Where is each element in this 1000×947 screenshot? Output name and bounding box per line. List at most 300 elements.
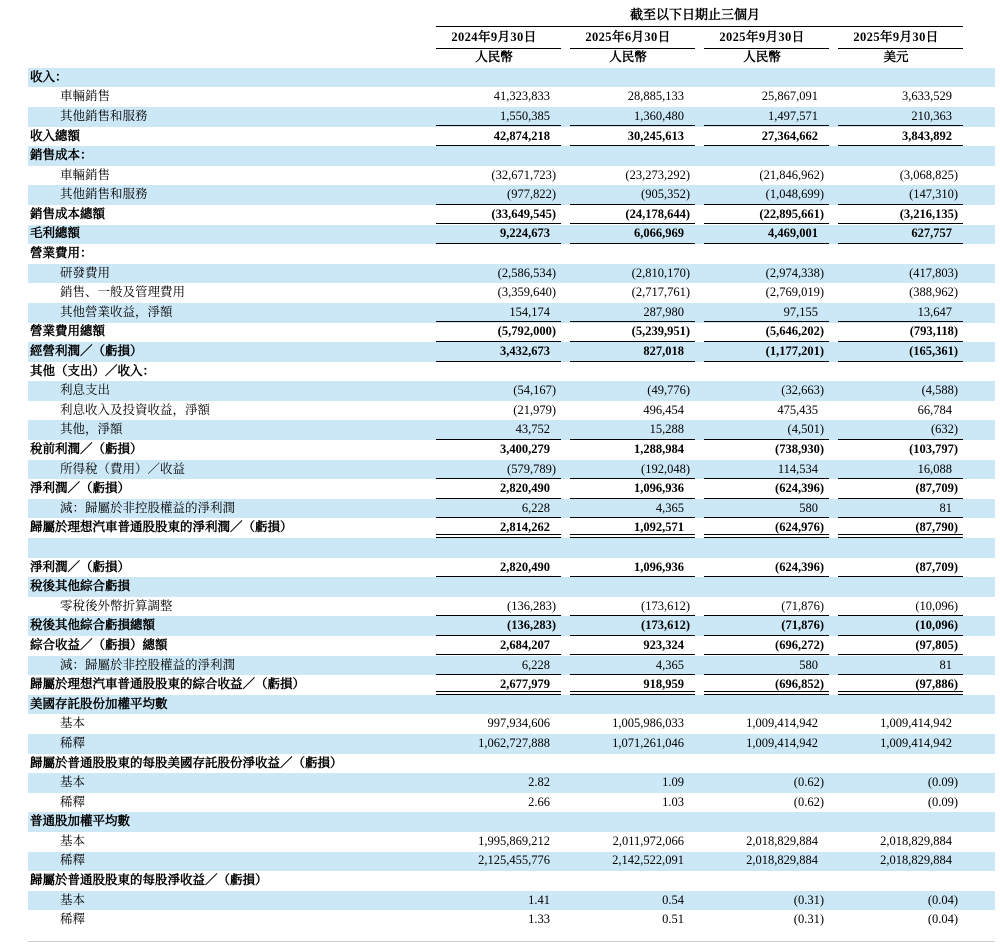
statement-body [28, 68, 995, 930]
column-header-date: 2025年9月30日 [829, 27, 963, 49]
cell-value [829, 244, 963, 264]
cell-value: 1,009,414,942 [880, 716, 953, 731]
cell-value: 13,647 [829, 303, 963, 323]
row-label: 稀釋 [60, 912, 86, 927]
row-right-spacer [963, 675, 995, 695]
row-label: 綜合收益／（虧損）總額 [30, 637, 168, 652]
row-right-spacer [963, 558, 995, 578]
row-label: 稅前利潤／（虧損） [30, 442, 143, 456]
cell-value: (147,310) [829, 185, 963, 205]
cell-value: 923,324 [561, 636, 695, 656]
row-right-spacer [963, 597, 995, 617]
cell-value: 42,874,218 [427, 127, 561, 147]
cell-value: 1.09 [662, 775, 684, 790]
cell-value: (0.31) [793, 912, 824, 927]
header-spacer [28, 5, 427, 27]
cell-value: 2,684,207 [427, 636, 561, 656]
cell-value: 2,018,829,884 [746, 833, 818, 848]
table-row [28, 734, 995, 754]
cell-value [829, 871, 963, 891]
cell-value: (624,976) [695, 518, 829, 538]
cell-value [561, 538, 695, 558]
row-right-spacer [963, 793, 995, 813]
row-right-spacer [963, 714, 995, 734]
row-label: 其他銷售和服務 [60, 187, 148, 202]
cell-value: (2,974,338) [765, 265, 824, 280]
row-right-spacer [963, 695, 995, 715]
row-right-spacer [963, 362, 995, 382]
cell-value: 918,959 [561, 675, 695, 695]
row-right-spacer [963, 107, 995, 127]
cell-value: 475,435 [777, 402, 818, 417]
row-label: 歸屬於普通股股東的每股美國存託股份淨收益／（虧損） [30, 755, 343, 770]
cell-value: 2.66 [528, 794, 550, 809]
cell-value: 30,245,613 [561, 127, 695, 147]
cell-value [427, 871, 561, 891]
cell-value [829, 577, 963, 597]
column-header-currency: 美元 [883, 50, 909, 65]
currency-header-row [28, 49, 995, 68]
row-label: 美國存託股份加權平均數 [30, 696, 168, 711]
row-right-spacer [963, 636, 995, 656]
cell-value: 580 [695, 656, 829, 676]
cell-value: (10,096) [829, 616, 963, 636]
cell-value: (0.09) [927, 794, 959, 809]
cell-value: (192,048) [561, 460, 695, 480]
cell-value: 41,323,833 [493, 89, 550, 104]
header-spacer [963, 27, 995, 49]
cell-value: (21,979) [513, 402, 556, 417]
cell-value: 154,174 [427, 303, 561, 323]
cell-value: (4,501) [695, 420, 829, 440]
cell-value: 81 [829, 656, 963, 676]
cell-value: 1.03 [662, 794, 684, 809]
row-label: 營業費用總額 [30, 324, 106, 339]
cell-value [829, 695, 963, 715]
cell-value [695, 244, 829, 264]
cell-value: 66,784 [917, 402, 953, 417]
row-right-spacer [963, 734, 995, 754]
table-row [28, 832, 995, 852]
cell-value [829, 812, 963, 832]
cell-value: (165,361) [829, 342, 963, 362]
cell-value [561, 754, 695, 774]
bottom-divider [28, 941, 995, 942]
table-row [28, 283, 995, 303]
cell-value: (22,895,661) [695, 205, 829, 225]
cell-value: (87,709) [829, 558, 963, 578]
row-label: 其他（支出）／收入： [30, 363, 156, 378]
cell-value: (738,930) [775, 442, 824, 456]
cell-value: 210,363 [829, 107, 963, 127]
row-right-spacer [963, 871, 995, 891]
cell-value: 1,009,414,942 [880, 735, 953, 750]
cell-value: (23,273,292) [625, 167, 690, 182]
cell-value: 496,454 [643, 402, 684, 417]
row-right-spacer [963, 283, 995, 303]
cell-value: (696,272) [695, 636, 829, 656]
row-right-spacer [963, 616, 995, 636]
cell-value: 28,885,133 [627, 89, 684, 104]
row-right-spacer [963, 891, 995, 911]
table-row [28, 812, 995, 832]
period-group-row [28, 5, 995, 27]
cell-value: (5,646,202) [695, 323, 829, 343]
cell-value [561, 812, 695, 832]
cell-value: (624,396) [695, 479, 829, 499]
cell-value [829, 538, 963, 558]
row-label: 研發費用 [60, 265, 111, 280]
cell-value: (632) [829, 420, 963, 440]
row-right-spacer [963, 754, 995, 774]
row-right-spacer [963, 303, 995, 323]
column-header-date: 2024年9月30日 [427, 27, 561, 49]
row-label: 收入總額 [30, 128, 81, 143]
cell-value: (696,852) [695, 675, 829, 695]
cell-value: 1,550,385 [427, 107, 561, 127]
cell-value: 27,364,662 [695, 127, 829, 147]
row-label: 所得稅（費用）／收益 [60, 461, 186, 476]
row-right-spacer [963, 420, 995, 440]
row-right-spacer [963, 832, 995, 852]
cell-value: (49,776) [647, 383, 690, 398]
cell-value: 6,228 [427, 656, 561, 676]
cell-value: 1,995,869,212 [478, 833, 550, 848]
cell-value [561, 695, 695, 715]
row-label: 稀釋 [60, 794, 86, 809]
row-right-spacer [963, 440, 995, 460]
row-label: 歸屬於理想汽車普通股股東的綜合收益／（虧損） [30, 677, 306, 692]
cell-value: 2.82 [528, 775, 550, 790]
cell-value: 25,867,091 [761, 89, 818, 104]
table-row [28, 342, 995, 362]
row-label: 銷售成本： [30, 148, 93, 163]
cell-value [561, 362, 695, 382]
table-row [28, 460, 995, 480]
cell-value [427, 244, 561, 264]
cell-value: 3,843,892 [829, 127, 963, 147]
row-label: 歸屬於普通股股東的每股淨收益／（虧損） [30, 873, 268, 888]
cell-value: (0.31) [793, 892, 824, 907]
table-row [28, 714, 995, 734]
row-right-spacer [963, 381, 995, 401]
table-row [28, 166, 995, 186]
table-row [28, 264, 995, 284]
row-label: 銷售、一般及管理費用 [60, 285, 186, 300]
cell-value: 3,633,529 [902, 89, 953, 104]
column-header-date: 2025年6月30日 [561, 27, 695, 49]
cell-value: 627,757 [829, 225, 963, 245]
row-right-spacer [963, 264, 995, 284]
period-group-title: 截至以下日期止三個月 [427, 5, 963, 27]
row-label: 減：歸屬於非控股權益的淨利潤 [60, 657, 236, 672]
row-right-spacer [963, 127, 995, 147]
row-label: 稅後其他綜合虧損 [30, 579, 131, 594]
cell-value: (0.09) [927, 775, 959, 790]
spacer-row [28, 538, 995, 558]
header-spacer [28, 49, 427, 68]
header-spacer [28, 27, 427, 49]
row-label: 普通股加權平均數 [30, 814, 131, 829]
cell-value: (388,962) [909, 285, 959, 300]
cell-value: 2,125,455,776 [478, 853, 550, 868]
cell-value [427, 68, 561, 88]
cell-value: (2,717,761) [631, 285, 690, 300]
row-label: 基本 [60, 716, 86, 731]
row-right-spacer [963, 577, 995, 597]
table-row [28, 656, 995, 676]
cell-value: (2,769,019) [765, 285, 824, 300]
header-spacer [963, 49, 995, 68]
cell-value: 1,096,936 [561, 479, 695, 499]
cell-value [829, 146, 963, 166]
cell-value: 1,005,986,033 [612, 716, 684, 731]
cell-value: (54,167) [513, 383, 556, 398]
cell-value: (579,789) [427, 460, 561, 480]
table-row [28, 205, 995, 225]
row-label [28, 538, 427, 558]
cell-value: (1,048,699) [695, 185, 829, 205]
row-label: 其他營業收益，淨額 [60, 304, 173, 319]
table-row [28, 577, 995, 597]
cell-value: (0.62) [793, 794, 824, 809]
table-row [28, 87, 995, 107]
row-label: 減：歸屬於非控股權益的淨利潤 [60, 500, 236, 515]
cell-value: 0.51 [662, 912, 684, 927]
cell-value [695, 695, 829, 715]
cell-value: (0.62) [793, 775, 824, 790]
table-row [28, 616, 995, 636]
cell-value [427, 538, 561, 558]
table-row [28, 499, 995, 519]
table-row [28, 107, 995, 127]
cell-value [829, 68, 963, 88]
cell-value [829, 362, 963, 382]
cell-value: 2,011,972,066 [612, 833, 684, 848]
row-label: 稅後其他綜合虧損總額 [30, 618, 156, 633]
table-row [28, 518, 995, 538]
row-label: 營業費用： [30, 246, 93, 261]
table-row [28, 910, 995, 930]
cell-value: (136,283) [427, 597, 561, 617]
cell-value: (97,805) [829, 636, 963, 656]
cell-value: 15,288 [561, 420, 695, 440]
cell-value: 1,009,414,942 [746, 735, 818, 750]
table-row [28, 695, 995, 715]
cell-value: (905,352) [561, 185, 695, 205]
row-right-spacer [963, 342, 995, 362]
cell-value: 2,820,490 [427, 479, 561, 499]
table-row [28, 127, 995, 147]
row-right-spacer [963, 225, 995, 245]
cell-value: 2,820,490 [427, 558, 561, 578]
cell-value [695, 871, 829, 891]
cell-value: 1,288,984 [634, 442, 684, 456]
cell-value: (103,797) [909, 442, 959, 456]
row-right-spacer [963, 244, 995, 264]
row-label: 稀釋 [60, 853, 86, 868]
cell-value: 287,980 [561, 303, 695, 323]
row-label: 其他，淨額 [60, 422, 123, 437]
row-right-spacer [963, 656, 995, 676]
row-right-spacer [963, 499, 995, 519]
row-label: 基本 [60, 775, 86, 790]
row-right-spacer [963, 146, 995, 166]
cell-value: (87,790) [829, 518, 963, 538]
cell-value: 4,365 [561, 656, 695, 676]
row-right-spacer [963, 910, 995, 930]
row-right-spacer [963, 773, 995, 793]
row-right-spacer [963, 87, 995, 107]
cell-value: 0.54 [662, 892, 684, 907]
cell-value: (97,886) [829, 675, 963, 695]
cell-value: 6,066,969 [561, 225, 695, 245]
cell-value: 43,752 [427, 420, 561, 440]
cell-value [695, 538, 829, 558]
row-label: 毛利總額 [30, 226, 81, 241]
cell-value [427, 577, 561, 597]
row-right-spacer [963, 538, 995, 558]
row-label: 利息支出 [60, 383, 111, 398]
table-row [28, 68, 995, 88]
cell-value: 6,228 [427, 499, 561, 519]
cell-value: (5,792,000) [427, 323, 561, 343]
cell-value: (33,649,545) [427, 205, 561, 225]
cell-value: (3,068,825) [899, 167, 959, 182]
cell-value: (32,671,723) [491, 167, 556, 182]
cell-value: 2,142,522,091 [612, 853, 684, 868]
cell-value: 1,062,727,888 [478, 735, 550, 750]
table-row [28, 754, 995, 774]
cell-value [561, 871, 695, 891]
cell-value: (87,709) [829, 479, 963, 499]
cell-value [427, 362, 561, 382]
cell-value [695, 754, 829, 774]
table-row [28, 146, 995, 166]
table-row [28, 185, 995, 205]
cell-value: (71,876) [695, 616, 829, 636]
cell-value: 97,155 [695, 303, 829, 323]
cell-value: 1,096,936 [561, 558, 695, 578]
row-right-spacer [963, 852, 995, 872]
cell-value [695, 812, 829, 832]
row-right-spacer [963, 460, 995, 480]
cell-value: (2,586,534) [497, 265, 556, 280]
cell-value: 81 [829, 499, 963, 519]
cell-value [695, 68, 829, 88]
row-label: 基本 [60, 892, 86, 907]
table-row [28, 636, 995, 656]
cell-value [561, 68, 695, 88]
cell-value: 2,018,829,884 [880, 853, 953, 868]
cell-value: 580 [695, 499, 829, 519]
cell-value: (0.04) [927, 912, 959, 927]
cell-value: 2,677,979 [427, 675, 561, 695]
cell-value: 9,224,673 [427, 225, 561, 245]
row-label: 稀釋 [60, 735, 86, 750]
column-header-currency: 人民幣 [609, 50, 647, 65]
row-right-spacer [963, 205, 995, 225]
column-header-currency: 人民幣 [475, 50, 513, 65]
cell-value: (10,096) [829, 597, 963, 617]
cell-value: (417,803) [909, 265, 959, 280]
row-label: 利息收入及投資收益，淨額 [60, 402, 211, 417]
cell-value: 2,814,262 [427, 518, 561, 538]
table-row [28, 303, 995, 323]
row-label: 車輛銷售 [60, 89, 111, 104]
table-row [28, 852, 995, 872]
cell-value: 1,092,571 [561, 518, 695, 538]
cell-value: (71,876) [695, 597, 829, 617]
cell-value [829, 754, 963, 774]
table-row [28, 244, 995, 264]
table-row [28, 323, 995, 343]
cell-value: 4,469,001 [695, 225, 829, 245]
cell-value [427, 754, 561, 774]
table-row [28, 793, 995, 813]
cell-value: (24,178,644) [561, 205, 695, 225]
row-label: 車輛銷售 [60, 167, 111, 182]
cell-value: 1.33 [528, 912, 550, 927]
row-right-spacer [963, 518, 995, 538]
row-label: 其他銷售和服務 [60, 108, 148, 123]
cell-value: 1,071,261,046 [612, 735, 684, 750]
table-row [28, 773, 995, 793]
table-row [28, 362, 995, 382]
cell-value: 1,497,571 [695, 107, 829, 127]
cell-value: (173,612) [561, 597, 695, 617]
cell-value [427, 812, 561, 832]
cell-value [427, 146, 561, 166]
table-row [28, 558, 995, 578]
cell-value: 827,018 [561, 342, 695, 362]
row-right-spacer [963, 401, 995, 421]
row-label: 收入： [30, 69, 68, 84]
cell-value: 2,018,829,884 [880, 833, 953, 848]
cell-value [561, 146, 695, 166]
date-header-row [28, 27, 995, 49]
column-header-currency: 人民幣 [743, 50, 781, 65]
row-label: 淨利潤／（虧損） [30, 559, 131, 574]
cell-value: (624,396) [695, 558, 829, 578]
cell-value: 997,934,606 [487, 716, 550, 731]
cell-value: 3,400,279 [500, 442, 550, 456]
cell-value: 1,009,414,942 [746, 716, 818, 731]
cell-value: 1,360,480 [561, 107, 695, 127]
row-right-spacer [963, 812, 995, 832]
cell-value: (3,216,135) [829, 205, 963, 225]
cell-value: (793,118) [829, 323, 963, 343]
cell-value: (0.04) [927, 892, 959, 907]
header-spacer [963, 5, 995, 27]
table-row [28, 381, 995, 401]
cell-value: 3,432,673 [427, 342, 561, 362]
row-right-spacer [963, 68, 995, 88]
cell-value [427, 695, 561, 715]
cell-value: (5,239,951) [561, 323, 695, 343]
table-row [28, 225, 995, 245]
cell-value: (21,846,962) [759, 167, 824, 182]
cell-value: (2,810,170) [631, 265, 690, 280]
cell-value: (136,283) [427, 616, 561, 636]
table-row [28, 479, 995, 499]
cell-value [695, 146, 829, 166]
table-row [28, 401, 995, 421]
table-header [28, 5, 995, 68]
income-statement-table [28, 5, 995, 930]
row-right-spacer [963, 166, 995, 186]
row-label: 銷售成本總額 [30, 206, 106, 221]
